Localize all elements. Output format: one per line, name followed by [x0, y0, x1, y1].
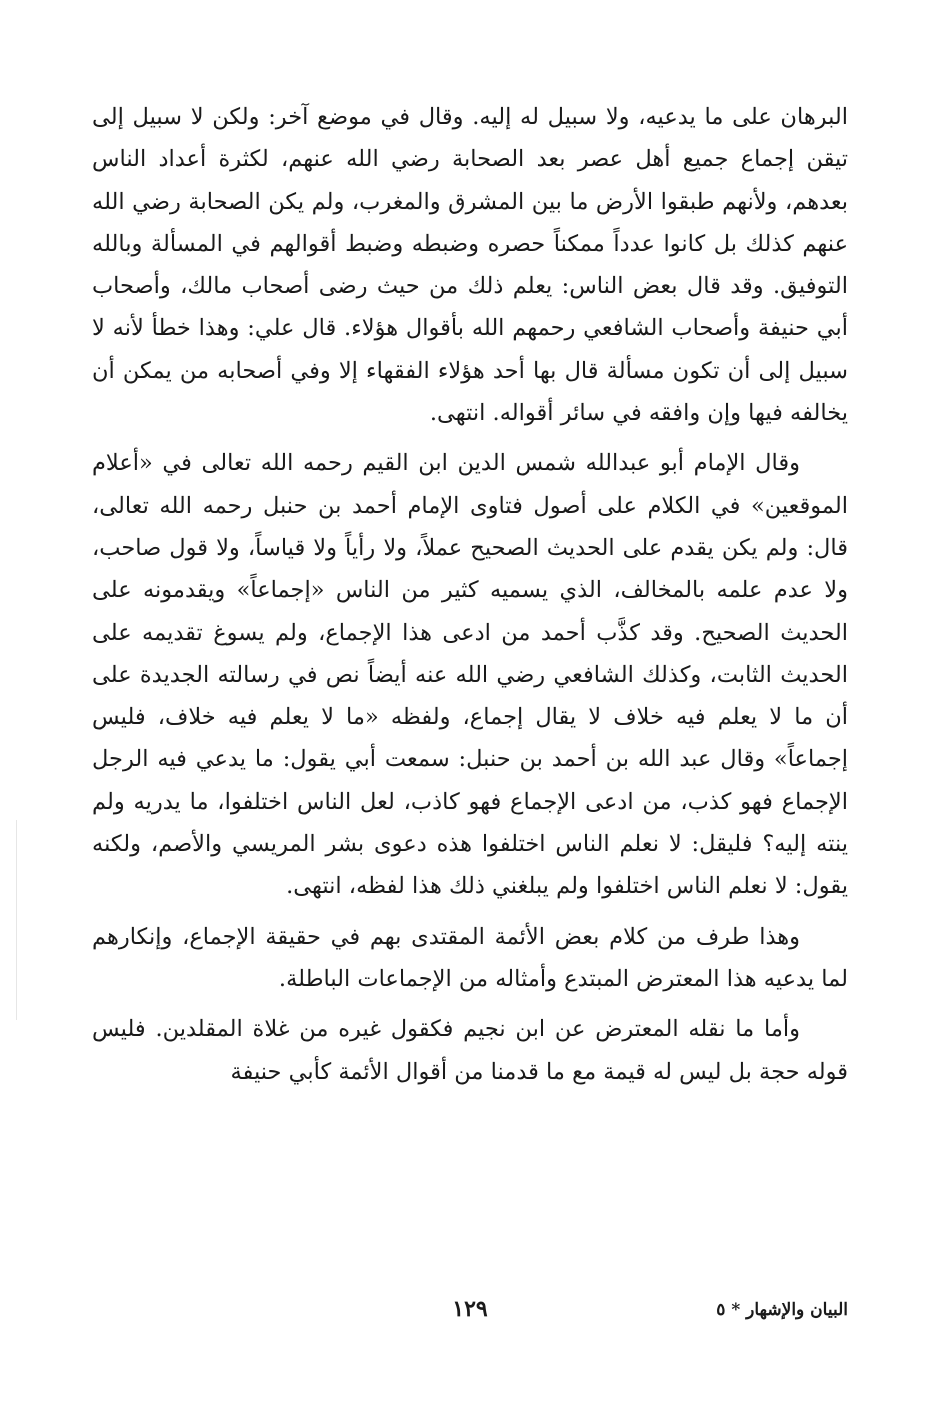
- running-title: البيان والإشهار * ٥: [716, 1300, 848, 1320]
- scan-edge-mark: [16, 820, 17, 1020]
- paragraph-3: وهذا طرف من كلام بعض الأئمة المقتدى بهم في حقيقة الإجماع، وإنكارهم لما يدعيه هذا المعترض المبتدع وأمثاله من الإجماعات الباطلة.: [92, 923, 848, 992]
- paragraph-1: البرهان على ما يدعيه، ولا سبيل له إليه. وقال في موضع آخر: ولكن لا سبيل إلى تيقن إجماع جميع أهل عصر بعد الصحابة رضي الله عنهم، لكثرة أعداد الناس بعدهم، ولأنهم طبقوا الأرض ما بين المشرق والمغرب، ولم يكن الصحابة رضي الله عنهم كذلك بل كانوا عدداً ممكناً حصره وضبطه وضبط أقوالهم في المسألة وبالله التوفيق. وقد قال بعض الناس: يعلم ذلك من حيث رضى أصحاب مالك، وأصحاب أبي حنيفة وأصحاب الشافعي رحمهم الله بأقوال هؤلاء. قال علي: وهذا خطأ لأنه لا سبيل إلى أن تكون مسألة قال بها أحد هؤلاء الفقهاء إلا وفي أصحابه من يمكن أن يخالفه فيها وإن وافقه في سائر أقواله. انتهى.: [92, 104, 848, 427]
- body-text: [92, 96, 848, 1093]
- paragraph-4: وأما ما نقله المعترض عن ابن نجيم فكقول غيره من غلاة المقلدين. فليس قوله حجة بل ليس له قيمة مع ما قدمنا من أقوال الأئمة كأبي حنيفة: [92, 1016, 848, 1085]
- page-footer: [92, 1296, 848, 1336]
- page-number: ١٢٩: [452, 1296, 488, 1322]
- paragraph-2: وقال الإمام أبو عبدالله شمس الدين ابن القيم رحمه الله تعالى في «أعلام الموقعين» في الكلام على أصول فتاوى الإمام أحمد بن حنبل رحمه الله تعالى، قال: ولم يكن يقدم على الحديث الصحيح عملاً، ولا رأياً ولا قياساً، ولا قول صاحب، ولا عدم علمه بالمخالف، الذي يسميه كثير من الناس «إجماعاً» ويقدمونه على الحديث الصحيح. وقد كذَّب أحمد من ادعى هذا الإجماع، ولم يسوغ تقديمه على الحديث الثابت، وكذلك الشافعي رضي الله عنه أيضاً نص في رسالته الجديدة على أن ما لا يعلم فيه خلاف لا يقال إجماع، ولفظه «ما لا يعلم فيه خلاف، فليس إجماعاً» وقال عبد الله بن أحمد بن حنبل: سمعت أبي يقول: ما يدعي فيه الرجل الإجماع فهو كذب، من ادعى الإجماع فهو كاذب، لعل الناس اختلفوا، ما يدريه ولم ينته إليه؟ فليقل: لا نعلم الناس اختلفوا هذه دعوى بشر المريسي والأصم، ولكنه يقول: لا نعلم الناس اختلفوا ولم يبلغني ذلك هذا لفظه، انتهى.: [92, 450, 848, 900]
